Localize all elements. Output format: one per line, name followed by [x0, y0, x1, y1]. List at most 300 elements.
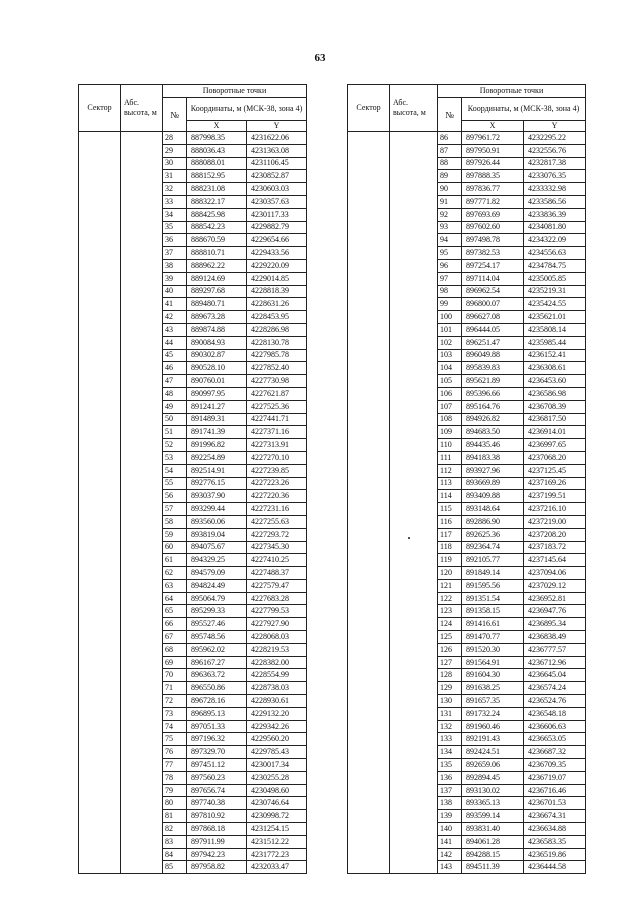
y-value: 4228453.95	[247, 311, 307, 324]
point-number: 100	[438, 311, 462, 324]
point-number: 76	[163, 746, 187, 759]
y-value: 4230603.03	[247, 183, 307, 196]
x-value: 888670.59	[187, 234, 247, 247]
x-value: 893037.90	[187, 490, 247, 503]
x-value: 891520.30	[462, 643, 524, 656]
y-value: 4235985.44	[524, 336, 586, 349]
altitude-cell	[121, 132, 163, 874]
point-number: 93	[438, 221, 462, 234]
x-header: X	[462, 121, 524, 132]
point-number: 54	[163, 464, 187, 477]
y-value: 4231363.08	[247, 144, 307, 157]
y-header: Y	[524, 121, 586, 132]
y-value: 4236952.81	[524, 592, 586, 605]
point-number: 61	[163, 554, 187, 567]
point-number: 35	[163, 221, 187, 234]
y-value: 4237219.00	[524, 515, 586, 528]
y-value: 4236947.76	[524, 605, 586, 618]
y-value: 4236838.49	[524, 631, 586, 644]
y-value: 4227683.28	[247, 592, 307, 605]
y-value: 4232817.38	[524, 157, 586, 170]
point-number: 135	[438, 759, 462, 772]
x-value: 897942.23	[187, 848, 247, 861]
x-value: 897560.23	[187, 771, 247, 784]
point-number: 51	[163, 426, 187, 439]
point-number: 31	[163, 170, 187, 183]
x-value: 889673.28	[187, 311, 247, 324]
point-number: 58	[163, 515, 187, 528]
point-number: 59	[163, 528, 187, 541]
x-value: 895164.76	[462, 400, 524, 413]
point-number: 46	[163, 362, 187, 375]
x-value: 896962.54	[462, 285, 524, 298]
y-value: 4236519.86	[524, 848, 586, 861]
y-value: 4228631.26	[247, 298, 307, 311]
x-value: 888810.71	[187, 247, 247, 260]
y-value: 4229220.09	[247, 259, 307, 272]
x-value: 887998.35	[187, 132, 247, 145]
y-value: 4227852.40	[247, 362, 307, 375]
y-value: 4235005.85	[524, 272, 586, 285]
x-value: 893599.14	[462, 810, 524, 823]
point-number: 69	[163, 656, 187, 669]
x-value: 897114.04	[462, 272, 524, 285]
x-value: 888962.22	[187, 259, 247, 272]
point-number: 45	[163, 349, 187, 362]
y-value: 4234556.63	[524, 247, 586, 260]
point-number: 134	[438, 746, 462, 759]
x-value: 891996.82	[187, 439, 247, 452]
x-value: 895748.56	[187, 631, 247, 644]
y-value: 4227799.53	[247, 605, 307, 618]
y-value: 4237068.20	[524, 451, 586, 464]
point-number: 84	[163, 848, 187, 861]
x-value: 892364.74	[462, 541, 524, 554]
y-value: 4236701.53	[524, 797, 586, 810]
point-number: 114	[438, 490, 462, 503]
point-number: 86	[438, 132, 462, 145]
x-value: 892625.36	[462, 528, 524, 541]
point-number: 37	[163, 247, 187, 260]
number-header: №	[438, 98, 462, 132]
y-value: 4236453.60	[524, 375, 586, 388]
y-value: 4228738.03	[247, 682, 307, 695]
y-value: 4237125.45	[524, 464, 586, 477]
point-number: 122	[438, 592, 462, 605]
x-value: 893365.13	[462, 797, 524, 810]
point-number: 103	[438, 349, 462, 362]
y-value: 4227730.98	[247, 375, 307, 388]
point-number: 57	[163, 503, 187, 516]
y-value: 4235808.14	[524, 323, 586, 336]
point-number: 94	[438, 234, 462, 247]
y-value: 4227313.91	[247, 439, 307, 452]
x-value: 896627.08	[462, 311, 524, 324]
y-value: 4229342.26	[247, 720, 307, 733]
point-number: 53	[163, 451, 187, 464]
x-value: 894824.49	[187, 579, 247, 592]
y-value: 4236716.46	[524, 784, 586, 797]
y-value: 4230255.28	[247, 771, 307, 784]
x-value: 891241.27	[187, 400, 247, 413]
y-value: 4237199.51	[524, 490, 586, 503]
x-value: 897771.82	[462, 195, 524, 208]
point-number: 139	[438, 810, 462, 823]
x-value: 895396.66	[462, 387, 524, 400]
number-header: №	[163, 98, 187, 132]
y-value: 4237029.12	[524, 579, 586, 592]
y-value: 4228068.03	[247, 631, 307, 644]
y-value: 4236645.04	[524, 669, 586, 682]
y-value: 4228130.78	[247, 336, 307, 349]
x-value: 889124.69	[187, 272, 247, 285]
y-value: 4236606.63	[524, 720, 586, 733]
coordinates-header: Координаты, м (МСК-38, зона 4)	[187, 98, 307, 121]
y-value: 4231254.15	[247, 823, 307, 836]
point-number: 137	[438, 784, 462, 797]
x-value: 895064.79	[187, 592, 247, 605]
x-value: 892254.89	[187, 451, 247, 464]
point-number: 106	[438, 387, 462, 400]
y-value: 4236997.65	[524, 439, 586, 452]
x-value: 894288.15	[462, 848, 524, 861]
x-value: 896895.13	[187, 707, 247, 720]
x-value: 891732.24	[462, 707, 524, 720]
x-value: 895527.46	[187, 618, 247, 631]
y-value: 4236895.34	[524, 618, 586, 631]
x-value: 896550.86	[187, 682, 247, 695]
sector-cell	[79, 132, 121, 874]
point-number: 109	[438, 426, 462, 439]
point-number: 130	[438, 695, 462, 708]
x-value: 892886.90	[462, 515, 524, 528]
y-value: 4236914.01	[524, 426, 586, 439]
point-number: 97	[438, 272, 462, 285]
x-header: X	[187, 121, 247, 132]
y-value: 4232033.47	[247, 861, 307, 874]
x-value: 891489.31	[187, 413, 247, 426]
x-value: 891416.61	[462, 618, 524, 631]
point-number: 30	[163, 157, 187, 170]
point-number: 49	[163, 400, 187, 413]
y-value: 4229785.43	[247, 746, 307, 759]
x-value: 891657.35	[462, 695, 524, 708]
y-value: 4236777.57	[524, 643, 586, 656]
x-value: 890528.10	[187, 362, 247, 375]
point-number: 41	[163, 298, 187, 311]
point-number: 113	[438, 477, 462, 490]
x-value: 896167.27	[187, 656, 247, 669]
y-value: 4230998.72	[247, 810, 307, 823]
point-number: 125	[438, 631, 462, 644]
x-value: 890997.95	[187, 387, 247, 400]
y-value: 4237216.10	[524, 503, 586, 516]
x-value: 897950.91	[462, 144, 524, 157]
y-value: 4229654.66	[247, 234, 307, 247]
x-value: 894435.46	[462, 439, 524, 452]
y-value: 4235424.55	[524, 298, 586, 311]
stray-mark	[408, 537, 410, 539]
x-value: 897382.53	[462, 247, 524, 260]
point-number: 71	[163, 682, 187, 695]
x-value: 897810.92	[187, 810, 247, 823]
x-value: 897051.33	[187, 720, 247, 733]
y-value: 4236524.76	[524, 695, 586, 708]
point-number: 73	[163, 707, 187, 720]
turning-points-header: Поворотные точки	[163, 85, 307, 98]
y-value: 4227579.47	[247, 579, 307, 592]
point-number: 136	[438, 771, 462, 784]
y-value: 4231106.45	[247, 157, 307, 170]
point-number: 85	[163, 861, 187, 874]
point-number: 126	[438, 643, 462, 656]
y-value: 4236817.50	[524, 413, 586, 426]
x-value: 890760.01	[187, 375, 247, 388]
y-value: 4227985.78	[247, 349, 307, 362]
x-value: 891358.15	[462, 605, 524, 618]
point-number: 141	[438, 835, 462, 848]
x-value: 893669.89	[462, 477, 524, 490]
point-number: 108	[438, 413, 462, 426]
x-value: 896444.05	[462, 323, 524, 336]
point-number: 131	[438, 707, 462, 720]
x-value: 894926.82	[462, 413, 524, 426]
y-value: 4227231.16	[247, 503, 307, 516]
point-number: 140	[438, 823, 462, 836]
point-number: 32	[163, 183, 187, 196]
y-value: 4230117.33	[247, 208, 307, 221]
point-number: 115	[438, 503, 462, 516]
y-value: 4234081.80	[524, 221, 586, 234]
point-number: 70	[163, 669, 187, 682]
x-value: 897451.12	[187, 759, 247, 772]
point-number: 92	[438, 208, 462, 221]
y-value: 4228286.98	[247, 323, 307, 336]
point-number: 88	[438, 157, 462, 170]
point-number: 63	[163, 579, 187, 592]
y-value: 4227293.72	[247, 528, 307, 541]
point-number: 98	[438, 285, 462, 298]
x-value: 897868.18	[187, 823, 247, 836]
y-value: 4237145.64	[524, 554, 586, 567]
x-value: 897911.99	[187, 835, 247, 848]
point-number: 132	[438, 720, 462, 733]
x-value: 891741.39	[187, 426, 247, 439]
x-value: 891564.91	[462, 656, 524, 669]
point-number: 33	[163, 195, 187, 208]
y-value: 4227441.71	[247, 413, 307, 426]
y-value: 4227621.87	[247, 387, 307, 400]
y-value: 4237094.06	[524, 567, 586, 580]
y-value: 4228219.53	[247, 643, 307, 656]
point-number: 79	[163, 784, 187, 797]
point-number: 112	[438, 464, 462, 477]
x-value: 892776.15	[187, 477, 247, 490]
point-number: 75	[163, 733, 187, 746]
point-number: 90	[438, 183, 462, 196]
point-number: 142	[438, 848, 462, 861]
x-value: 888036.43	[187, 144, 247, 157]
point-number: 121	[438, 579, 462, 592]
y-value: 4231622.06	[247, 132, 307, 145]
point-number: 29	[163, 144, 187, 157]
y-value: 4227270.10	[247, 451, 307, 464]
point-number: 127	[438, 656, 462, 669]
point-number: 80	[163, 797, 187, 810]
y-value: 4233076.35	[524, 170, 586, 183]
y-value: 4236583.35	[524, 835, 586, 848]
point-number: 133	[438, 733, 462, 746]
y-value: 4228382.00	[247, 656, 307, 669]
point-number: 34	[163, 208, 187, 221]
point-number: 52	[163, 439, 187, 452]
x-value: 892424.51	[462, 746, 524, 759]
table-row	[348, 132, 586, 145]
x-value: 894075.67	[187, 541, 247, 554]
point-number: 64	[163, 592, 187, 605]
x-value: 896251.47	[462, 336, 524, 349]
y-value: 4231772.23	[247, 848, 307, 861]
y-value: 4229433.56	[247, 247, 307, 260]
point-number: 123	[438, 605, 462, 618]
y-value: 4235621.01	[524, 311, 586, 324]
point-number: 42	[163, 311, 187, 324]
y-value: 4230498.60	[247, 784, 307, 797]
y-value: 4230746.64	[247, 797, 307, 810]
x-value: 897740.38	[187, 797, 247, 810]
y-value: 4235219.31	[524, 285, 586, 298]
x-value: 897254.17	[462, 259, 524, 272]
point-number: 56	[163, 490, 187, 503]
x-value: 897498.78	[462, 234, 524, 247]
y-value: 4227255.63	[247, 515, 307, 528]
x-value: 893819.04	[187, 528, 247, 541]
x-value: 894511.39	[462, 861, 524, 874]
x-value: 897693.69	[462, 208, 524, 221]
point-number: 38	[163, 259, 187, 272]
x-value: 897958.82	[187, 861, 247, 874]
y-value: 4232295.22	[524, 132, 586, 145]
x-value: 895299.33	[187, 605, 247, 618]
point-number: 120	[438, 567, 462, 580]
table-row	[79, 132, 307, 145]
x-value: 888152.95	[187, 170, 247, 183]
x-value: 897656.74	[187, 784, 247, 797]
y-value: 4230357.63	[247, 195, 307, 208]
point-number: 138	[438, 797, 462, 810]
x-value: 891351.54	[462, 592, 524, 605]
point-number: 107	[438, 400, 462, 413]
x-value: 897602.60	[462, 221, 524, 234]
y-value: 4227239.85	[247, 464, 307, 477]
point-number: 44	[163, 336, 187, 349]
x-value: 893831.40	[462, 823, 524, 836]
y-value: 4236709.35	[524, 759, 586, 772]
x-value: 888231.08	[187, 183, 247, 196]
x-value: 896800.07	[462, 298, 524, 311]
x-value: 895962.02	[187, 643, 247, 656]
x-value: 892191.43	[462, 733, 524, 746]
y-value: 4236574.24	[524, 682, 586, 695]
point-number: 74	[163, 720, 187, 733]
y-value: 4229014.85	[247, 272, 307, 285]
x-value: 891960.46	[462, 720, 524, 733]
y-value: 4227488.37	[247, 567, 307, 580]
point-number: 96	[438, 259, 462, 272]
y-value: 4233836.39	[524, 208, 586, 221]
point-number: 81	[163, 810, 187, 823]
coordinates-table-right	[347, 84, 586, 874]
x-value: 897888.35	[462, 170, 524, 183]
y-value: 4227371.16	[247, 426, 307, 439]
x-value: 897926.44	[462, 157, 524, 170]
x-value: 897961.72	[462, 132, 524, 145]
x-value: 892894.45	[462, 771, 524, 784]
x-value: 894579.09	[187, 567, 247, 580]
point-number: 104	[438, 362, 462, 375]
y-value: 4236444.58	[524, 861, 586, 874]
point-number: 111	[438, 451, 462, 464]
y-value: 4227223.26	[247, 477, 307, 490]
x-value: 893148.64	[462, 503, 524, 516]
x-value: 892659.06	[462, 759, 524, 772]
x-value: 896363.72	[187, 669, 247, 682]
x-value: 896049.88	[462, 349, 524, 362]
y-value: 4229560.20	[247, 733, 307, 746]
y-header: Y	[247, 121, 307, 132]
y-value: 4234322.09	[524, 234, 586, 247]
point-number: 119	[438, 554, 462, 567]
y-value: 4228930.61	[247, 695, 307, 708]
point-number: 72	[163, 695, 187, 708]
point-number: 60	[163, 541, 187, 554]
sector-cell	[348, 132, 390, 874]
sector-header: Сектор	[79, 85, 121, 132]
point-number: 62	[163, 567, 187, 580]
turning-points-header: Поворотные точки	[438, 85, 586, 98]
x-value: 897836.77	[462, 183, 524, 196]
x-value: 891638.25	[462, 682, 524, 695]
y-value: 4228554.99	[247, 669, 307, 682]
y-value: 4236634.88	[524, 823, 586, 836]
y-value: 4229882.79	[247, 221, 307, 234]
x-value: 890302.87	[187, 349, 247, 362]
x-value: 897196.32	[187, 733, 247, 746]
y-value: 4232556.76	[524, 144, 586, 157]
y-value: 4233332.98	[524, 183, 586, 196]
x-value: 888425.98	[187, 208, 247, 221]
point-number: 91	[438, 195, 462, 208]
y-value: 4234784.75	[524, 259, 586, 272]
point-number: 65	[163, 605, 187, 618]
point-number: 28	[163, 132, 187, 145]
altitude-header: Абс. высота, м	[121, 85, 163, 132]
point-number: 43	[163, 323, 187, 336]
y-value: 4227927.90	[247, 618, 307, 631]
y-value: 4230017.34	[247, 759, 307, 772]
coordinates-header: Координаты, м (МСК-38, зона 4)	[462, 98, 586, 121]
y-value: 4236653.05	[524, 733, 586, 746]
altitude-cell	[390, 132, 438, 874]
y-value: 4227410.25	[247, 554, 307, 567]
point-number: 116	[438, 515, 462, 528]
y-value: 4229132.20	[247, 707, 307, 720]
point-number: 48	[163, 387, 187, 400]
point-number: 143	[438, 861, 462, 874]
x-value: 891849.14	[462, 567, 524, 580]
y-value: 4236548.18	[524, 707, 586, 720]
point-number: 82	[163, 823, 187, 836]
